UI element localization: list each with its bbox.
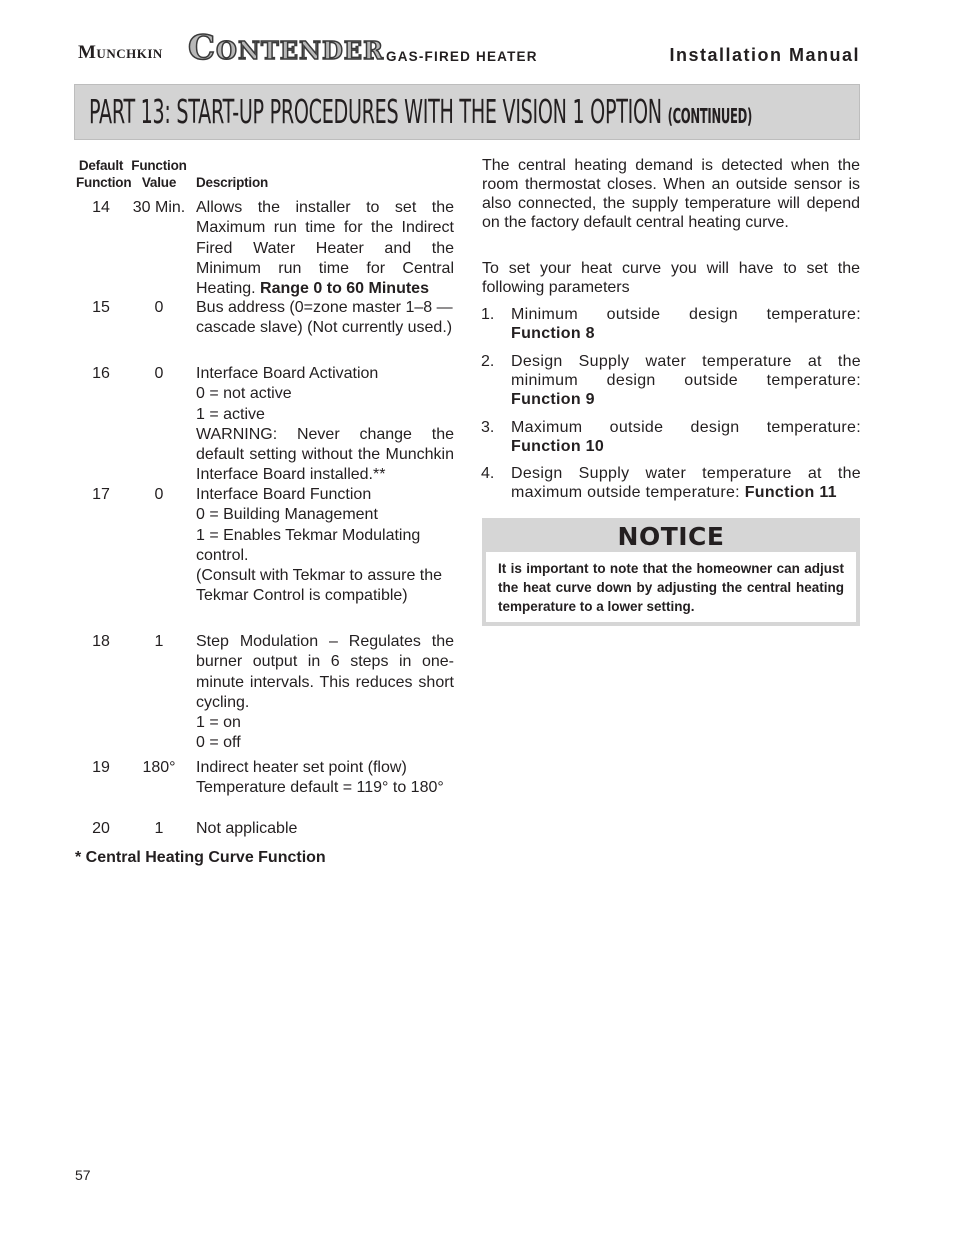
product-type: GAS-FIRED HEATER: [386, 49, 538, 64]
list-item: 3. Maximum outside design temperature: Function 10: [481, 419, 861, 455]
row-function-number: 16: [92, 365, 110, 382]
row-function-number: 19: [92, 759, 110, 776]
list-item: 4. Design Supply water temperature at the maximum outside temperature: Function 11: [481, 465, 861, 501]
section-title: PART 13: START-UP PROCEDURES WITH THE VISION 1 OPTION (CONTINUED): [89, 92, 752, 131]
list-item: 2. Design Supply water temperature at the minimum design outside temperature: Function 9: [481, 353, 861, 408]
notice-body: [486, 552, 856, 622]
row-description: Allows the installer to set the Maximum run time for the Indirect Fired Water Heater and the Minimum run time for Central Heating. Range 0 to 60 Minutes: [196, 199, 454, 298]
row-description: Indirect heater set point (flow) Temperature default = 119° to 180°: [196, 759, 444, 797]
header-default-function: Default Function: [76, 158, 132, 190]
continued-label: (CONTINUED): [667, 104, 752, 128]
row-function-value: 1: [154, 820, 164, 837]
brand-munchkin-logo: Munchkin: [78, 42, 163, 63]
section-banner: [74, 84, 860, 140]
row-function-value: 0: [154, 299, 164, 316]
row-description: Bus address (0=zone master 1–8 — cascade slave) (Not currently used.): [196, 299, 453, 337]
paragraph-heating-demand: The central heating demand is detected when the room thermostat closes. When an outside sensor is also connected, the supply temperature will depend on the factory default central heating curve.: [482, 157, 860, 231]
manual-title: Installation Manual: [669, 45, 860, 65]
paragraph-heat-curve-intro: To set your heat curve you will have to set the following parameters: [482, 260, 860, 296]
header-description: Description: [196, 175, 269, 190]
header-function-value: Function Value: [131, 158, 187, 190]
row-description: Not applicable: [196, 820, 298, 837]
row-function-value: 0: [154, 486, 164, 503]
row-function-value: 0: [154, 365, 164, 382]
row-function-number: 14: [92, 199, 110, 216]
range-label: Range 0 to 60 Minutes: [260, 280, 429, 298]
row-function-number: 18: [92, 633, 110, 650]
row-description: Step Modulation – Regulates the burner output in 6 steps in one-minute intervals. This reduces short cycling. 1 = on 0 = off: [196, 633, 454, 752]
notice-text: It is important to note that the homeowner can adjust the heat curve down by adjusting the central heating temperature to a lower setting.: [498, 561, 844, 614]
row-function-number: 15: [92, 299, 110, 316]
row-description: Interface Board Activation 0 = not active 1 = active WARNING: Never change the default setting without the Munchkin Interface Board installed.**: [196, 365, 454, 484]
row-description: Interface Board Function 0 = Building Management 1 = Enables Tekmar Modulating control. (Consult with Tekmar to assure the Tekmar Control is compatible): [196, 486, 443, 605]
row-function-number: 17: [92, 486, 110, 503]
table-footnote: * Central Heating Curve Function: [75, 849, 326, 866]
row-function-value: 1: [154, 633, 164, 650]
row-function-value: 30 Min.: [132, 199, 186, 216]
page-number: 57: [75, 1167, 91, 1183]
row-function-value: 180°: [142, 759, 176, 776]
notice-title: NOTICE: [617, 522, 725, 551]
row-function-number: 20: [92, 820, 110, 837]
brand-contender-logo: Contender: [188, 28, 385, 68]
notice-box: [482, 518, 860, 626]
list-item: 1. Minimum outside design temperature: Function 8: [481, 306, 861, 342]
